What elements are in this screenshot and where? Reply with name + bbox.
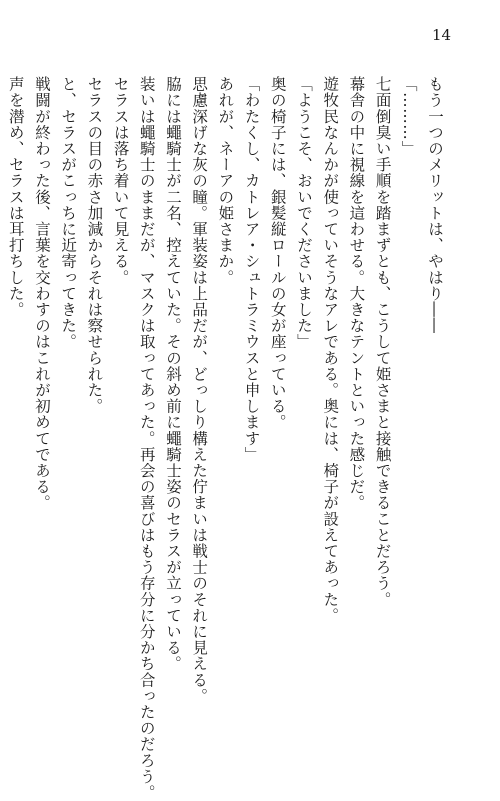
text-line: 脇には蠅騎士が二名、控えていた。その斜め前に蠅騎士姿のセラスが立っている。 bbox=[163, 76, 182, 672]
text-line: もう一つのメリットは、やはり―― bbox=[426, 76, 444, 334]
text-line: 装いは蠅騎士のままだが、マスクは取ってあった。再会の喜びはもう存分に分かち合ったのだろう。 bbox=[137, 76, 156, 801]
text-line: 幕舎の中に視線を這わせる。大きなテントといった感じだ。 bbox=[347, 76, 366, 511]
text-line: セラスは落ち着いて見える。 bbox=[111, 76, 130, 286]
text-line: 「ようこそ、おいでくださいました」 bbox=[294, 76, 313, 350]
text-line: 奥の椅子には、銀髪縦ロールの女が座っている。 bbox=[268, 76, 287, 431]
text-line: 「わたくし、カトレア・シュトラミウスと申します」 bbox=[242, 76, 261, 463]
text-line: 七面倒臭い手順を踏まずとも、こうして姫さまと接触できることだろう。 bbox=[373, 76, 392, 608]
text-line: 声を潜め、セラスは耳打ちした。 bbox=[6, 76, 25, 318]
novel-text-body bbox=[6, 76, 448, 801]
page-number: 14 bbox=[432, 26, 452, 44]
text-line: あれが、ネーアの姫さまか。 bbox=[216, 76, 235, 286]
text-line: と、セラスがこっちに近寄ってきた。 bbox=[59, 76, 78, 350]
text-line: 「………」 bbox=[399, 76, 418, 157]
text-line: セラスの目の赤さ加減からそれは察せられた。 bbox=[85, 76, 104, 415]
text-line: 遊牧民なんかが使っていそうなアレである。奥には、椅子が設えてあった。 bbox=[321, 76, 340, 624]
text-line: 戦闘が終わった後、言葉を交わすのはこれが初めてである。 bbox=[32, 76, 51, 511]
text-line: 思慮深げな灰の瞳。軍装姿は上品だが、どっしり構えた佇まいは戦士のそれに見える。 bbox=[190, 76, 209, 704]
